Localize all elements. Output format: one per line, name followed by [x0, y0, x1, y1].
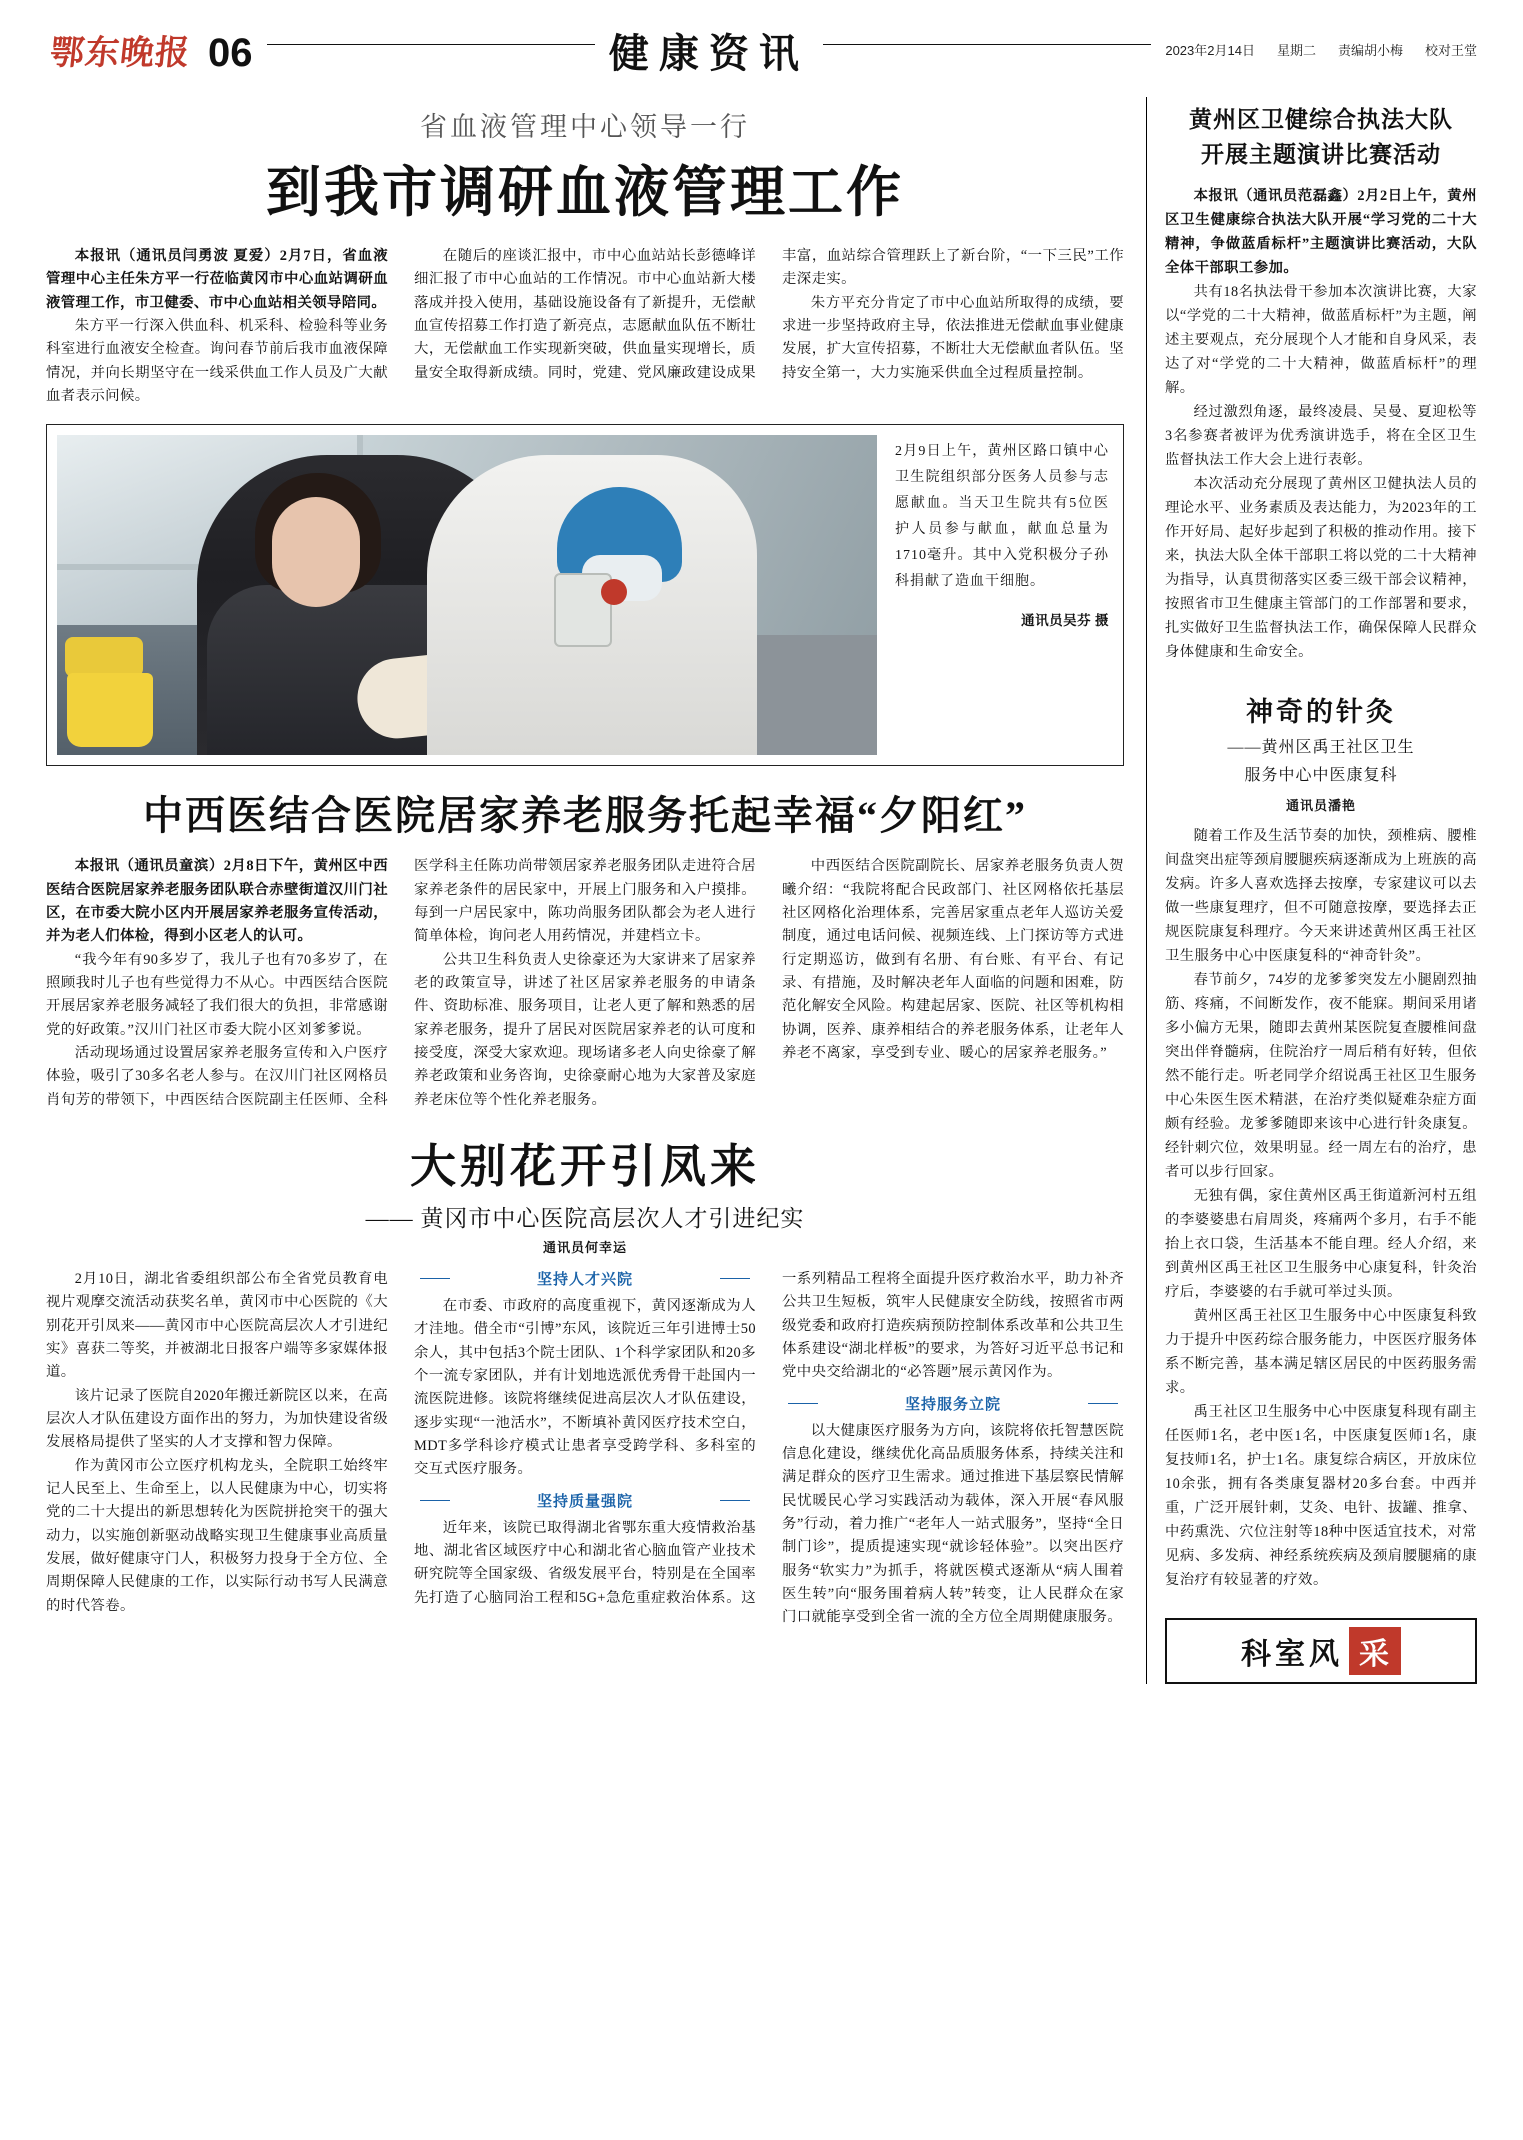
lead-photo-block: [46, 424, 1124, 766]
story2-paragraph-3: 活动现场通过设置居家养老服务宣传和入户医疗体验，吸引了30多名老人参与。在汉川门社区网格员肖旬芳的带领下，中西医结合医院副主任医师、全科医学科主任陈功尚带领居家养老服务团队走进符合居家养老条件的居民家中，开展上门服务和入户摸排。每到一户居民家中，陈功尚服务团队都会为老人进行简单体检，询问老人用药情况，并建档立卡。: [46, 858, 756, 1108]
right-story1-paragraph-2: 共有18名执法骨干参加本次演讲比赛，大家以“学党的二十大精神，做蓝盾标杆”为主题，阐述主要观点，充分展现个人才能和自身风采，表达了对“学党的二十大精神，做蓝盾标杆”的理解。: [1165, 284, 1477, 397]
paper-logo: [46, 30, 253, 75]
story3-section-1-paragraph: 在市委、市政府的高度重视下，黄冈逐渐成为人才洼地。借全市“引博”东风，该院近三年引进博士50余人，其中包括3个院士团队、1个科学家团队和20多个一流专家团队，并有计划地选派优秀骨干赴国内一流医院进修。该院将继续促进高层次人才队伍建设，逐步实现“一池活水”，不断填补黄冈医疗技术空白，MDT多学科诊疗模式让患者享受跨学科、多科室的交互式医疗服务。: [414, 1297, 756, 1478]
story3-paragraph-3: 作为黄冈市公立医疗机构龙头，全院职工始终牢记人民至上、生命至上，以人民健康为中心，切实将党的二十大提出的新思想转化为医院拼抢突干的强大动力，以实施创新驱动战略实现卫生健康事业高质量发展，做好健康守门人，积极努力投身于全方位、全周期保障人民健康的工作，以实际行动书写人民满意的时代答卷。: [46, 1457, 388, 1614]
badge-text-right: 采: [1349, 1627, 1401, 1675]
photo-caption: [891, 435, 1113, 755]
right-story2-paragraph-3: 无独有偶，家住黄州区禹王街道新河村五组的李婆婆患右肩周炎，疼痛两个多月，右手不能抬上衣口袋，生活基本不能自理。经人介绍，来到黄州区禹王社区卫生服务中心康复科，针灸治疗后，李婆婆的右手就可举过头顶。: [1165, 1187, 1477, 1300]
story3-body: [46, 1268, 1124, 1630]
blood-donation-photo: [57, 435, 877, 755]
page-number: 06: [208, 30, 253, 75]
section-title: 健康资讯: [608, 31, 809, 76]
photo-caption-text: 2月9日上午，黄州区路口镇中心卫生院组织部分医务人员参与志愿献血。当天卫生院共有5位医护人员参与献血，献血总量为1710毫升。其中入党积极分子孙科捐献了造血干细胞。: [895, 444, 1109, 589]
issue-weekday: 星期二: [1276, 43, 1316, 58]
story2-paragraph-5: 中西医结合医院副院长、居家养老服务负责人贺曦介绍：“我院将配合民政部门、社区网格依托基层社区网格化治理体系，完善居家重点老年人巡访关爱制度，通过电话问候、视频连线、上门探访等方式进行定期巡访，做到有名册、有台账、有平台、有记录、有措施，及时解决老年人面临的问题和困难，防范化解安全风险。构建起居家、医院、社区等机构相协调，医养、康养相结合的养老服务体系，让老年人养老不离家，享受到专业、暖心的居家养老服务。”: [782, 858, 1124, 1061]
lead-paragraph-4: 朱方平充分肯定了市中心血站所取得的成绩，要求进一步坚持政府主导，依法推进无偿献血事业健康发展，扩大宣传招募，不断壮大无偿献血者队伍。坚持安全第一，大力实施采供血全过程质量控制。: [782, 294, 1124, 381]
story3-paragraph-2: 该片记录了医院自2020年搬迁新院区以来，在高层次人才队伍建设方面作出的努力，为加快建设省级发展格局提供了坚实的人才支撑和智力保障。: [46, 1387, 388, 1451]
editor-credit: 责编胡小梅: [1337, 43, 1403, 58]
proofreader-credit: 校对王堂: [1425, 43, 1478, 58]
story3-paragraph-1: 2月10日，湖北省委组织部公布全省党员教育电视片观摩交流活动获奖名单，黄冈市中心医院的《大别花开引凤来——黄冈市中心医院高层次人才引进纪实》喜获二等奖，并被湖北日报客户端等多家媒体报道。: [46, 1270, 388, 1381]
lead-paragraph-1: 本报讯（通讯员闫勇波 夏爱）2月7日，省血液管理中心主任朱方平一行莅临黄冈市中心血站调研血液管理工作，市卫健委、市中心血站相关领导陪同。: [46, 248, 388, 311]
story3-section-2-paragraph: 近年来，该院已取得湖北省鄂东重大疫情救治基地、湖北省区域医疗中心和湖北省心脑血管产业技术研究院等全国家级、省级发展平台，特别是在全国率先打造了心脑同治工程和5G+急危重症救治体系。这一系列精品工程将全面提升医疗救治水平，助力补齐公共卫生短板，筑牢人民健康安全防线，按照省市两级党委和政府打造疾病预防控制体系改革和公共卫生体系建设“湖北样板”的要求，为答好习近平总书记和党中央交给湖北的“必答题”展示黄冈作为。: [414, 1270, 1124, 1606]
story3-section-title-3: 坚持服务立院: [782, 1393, 1124, 1414]
story2-headline: 中西医结合医院居家养老服务托起幸福“夕阳红”: [143, 793, 1027, 839]
badge-text-left: 科室风: [1241, 1638, 1343, 1671]
left-column: [46, 97, 1146, 1684]
masthead-rule-right: [823, 44, 1151, 45]
photo-credit: 通讯员吴芬 摄: [1021, 612, 1109, 628]
story2-body: [46, 855, 1124, 1112]
story3-section-3-paragraph: 以大健康医疗服务为方向，该院将依托智慧医院信息化建设，继续优化高品质服务体系，持续关注和满足群众的医疗卫生需求。通过推进下基层察民情解民忧暖民心学习实践活动为载体，深入开展“春风服务”行动，着力推广“老年人一站式服务”，坚持“全日制门诊”，提质提速实现“就诊轻体验”。以突出医疗服务“软实力”为抓手，将就医模式逐渐从“病人围着医生转”向“服务围着病人转”转变，让人民群众在家门口就能享受到全省一流的全方位全周期健康服务。: [782, 1422, 1124, 1626]
masthead: [0, 0, 1523, 83]
right-story1-paragraph-1: 本报讯（通讯员范磊鑫）2月2日上午，黄州区卫生健康综合执法大队开展“学习党的二十大精神，争做蓝盾标杆”主题演讲比赛活动，大队全体干部职工参加。: [1165, 188, 1477, 277]
right-story1-headline-line2: 开展主题演讲比赛活动: [1201, 141, 1441, 167]
column-divider: [1146, 97, 1147, 1684]
lead-paragraph-3: 在随后的座谈汇报中，市中心血站站长彭德峰详细汇报了市中心血站的工作情况。市中心血站新大楼落成并投入使用，基础设施设备有了新提升，无偿献血宣传招募工作打造了新亮点，志愿献血队伍不断壮大，无偿献血工作实现新突破，供血量实现增长，质量安全取得新成绩。同时，党建、党风廉政建设成果丰富，血站综合管理跃上了新台阶，“一下三民”工作走深走实。: [414, 248, 1124, 381]
right-story2-paragraph-2: 春节前夕，74岁的龙爹爹突发左小腿剧烈抽筋、疼痛，不间断发作，夜不能寐。期间采用诸多小偏方无果，随即去黄州某医院复查腰椎间盘突出伴脊髓病，住院治疗一周后稍有好转，但依然不能行走。听老同学介绍说禹王社区卫生服务中心朱医生医术精湛，在治疗类似疑难杂症方面颇有经验。龙爹爹随即来该中心进行针灸康复。经针刺穴位，效果明显。经一周左右的治疗，患者可以步行回家。: [1165, 971, 1477, 1180]
story3-byline: 通讯员何幸运: [542, 1239, 627, 1255]
right-story1-paragraph-3: 经过激烈角逐，最终凌晨、吴曼、夏迎松等3名参赛者被评为优秀演讲选手，将在全区卫生监督执法工作大会上进行表彰。: [1165, 404, 1477, 469]
lead-body: [46, 245, 1124, 408]
right-story1-headline-line1: 黄州区卫健综合执法大队: [1189, 107, 1453, 132]
issue-date: 2023年2月14日: [1165, 43, 1255, 58]
story3-headline: 大别花开引凤来: [410, 1140, 760, 1192]
story3-subhead: —— 黄冈市中心医院高层次人才引进纪实: [365, 1205, 805, 1231]
lead-paragraph-2: 朱方平一行深入供血科、机采科、检验科等业务科室进行血液安全检查。询问春节前后我市血液保障情况，并向长期坚守在一线采供血工作人员及广大献血者表示问候。: [46, 317, 388, 404]
right-column: [1165, 97, 1477, 1684]
right-story2-headline: 神奇的针灸: [1246, 697, 1396, 728]
story3-section-title-2: 坚持质量强院: [414, 1490, 756, 1511]
right-story2-paragraph-1: 随着工作及生活节奏的加快，颈椎病、腰椎间盘突出症等颈肩腰腿疾病逐渐成为上班族的高发病。许多人喜欢选择去按摩，专家建议可以去做一些康复理疗，但不可随意按摩，要选择去正规医院康复科理疗。今天来讲述黄州区禹王社区卫生服务中心中医康复科的“神奇针灸”。: [1165, 827, 1477, 964]
story3-section-title-1: 坚持人才兴院: [414, 1268, 756, 1289]
paper-name: 鄂东晚报: [48, 34, 192, 72]
right-story1-paragraph-4: 本次活动充分展现了黄州区卫健执法人员的理论水平、业务素质及表达能力，为2023年的工作开好局、起好步起到了积极的推动作用。接下来，执法大队全体干部职工将以党的二十大精神为指导，认真贯彻落实区委三级干部会议精神，按照省市卫生健康主管部门的工作部署和要求，扎实做好卫生监督执法工作，确保保障人民群众身体健康和生命安全。: [1165, 476, 1477, 661]
right-story2-subhead-line2: 服务中心中医康复科: [1244, 766, 1398, 784]
story2-paragraph-4: 公共卫生科负责人史徐豪还为大家讲来了居家养老的政策宣导，讲述了社区居家养老服务的申请条件、资助标准、服务项目，让老人更了解和熟悉的居家养老服务，提升了居民对医院居家养老的认可度和接受度，深受大家欢迎。现场诸多老人向史徐豪了解养老政策和业务咨询，史徐豪耐心地为大家普及家庭养老床位等个性化养老服务。: [414, 951, 756, 1108]
story2-paragraph-2: “我今年有90多岁了，我儿子也有70多岁了，在照顾我时儿子也有些觉得力不从心。中西医结合医院开展居家养老服务减轻了我们很大的负担，非常感谢党的好政策。”汉川门社区市委大院小区刘爹爹说。: [46, 951, 388, 1038]
lead-kicker: 省血液管理中心领导一行: [420, 112, 750, 142]
right-story2-paragraph-4: 黄州区禹王社区卫生服务中心中医康复科致力于提升中医药综合服务能力，中医医疗服务体系不断完善，基本满足辖区居民的中医药服务需求。: [1165, 1307, 1477, 1396]
right-story2-byline: 通讯员潘艳: [1285, 797, 1356, 813]
page-body: [0, 83, 1523, 1724]
masthead-rule-left: [267, 44, 595, 45]
column-badge: [1165, 1618, 1477, 1684]
story2-paragraph-1: 本报讯（通讯员童滨）2月8日下午，黄州区中西医结合医院居家养老服务团队联合赤壁街道汉川门社区，在市委大院小区内开展居家养老服务宣传活动，并为老人们体检，得到小区老人的认可。: [46, 858, 388, 945]
right-story1-headline: [1165, 103, 1477, 172]
right-story2-paragraph-5: 禹王社区卫生服务中心中医康复科现有副主任医师1名，老中医1名，中医康复医师1名，康复技师1名，护士1名。康复综合病区，开放床位10余张，拥有各类康复器材20多台套。中西并重，广泛开展针刺，艾灸、电针、拔罐、推拿、中药熏洗、穴位注射等18种中医适宜技术，对常见病、多发病、神经系统疾病及颈肩腰腿痛的康复治疗有较显著的疗效。: [1165, 1403, 1477, 1588]
lead-headline: 到我市调研血液管理工作: [265, 162, 904, 223]
right-story2-subhead-line1: ——黄州区禹王社区卫生: [1227, 739, 1415, 757]
masthead-meta: [1165, 40, 1477, 59]
